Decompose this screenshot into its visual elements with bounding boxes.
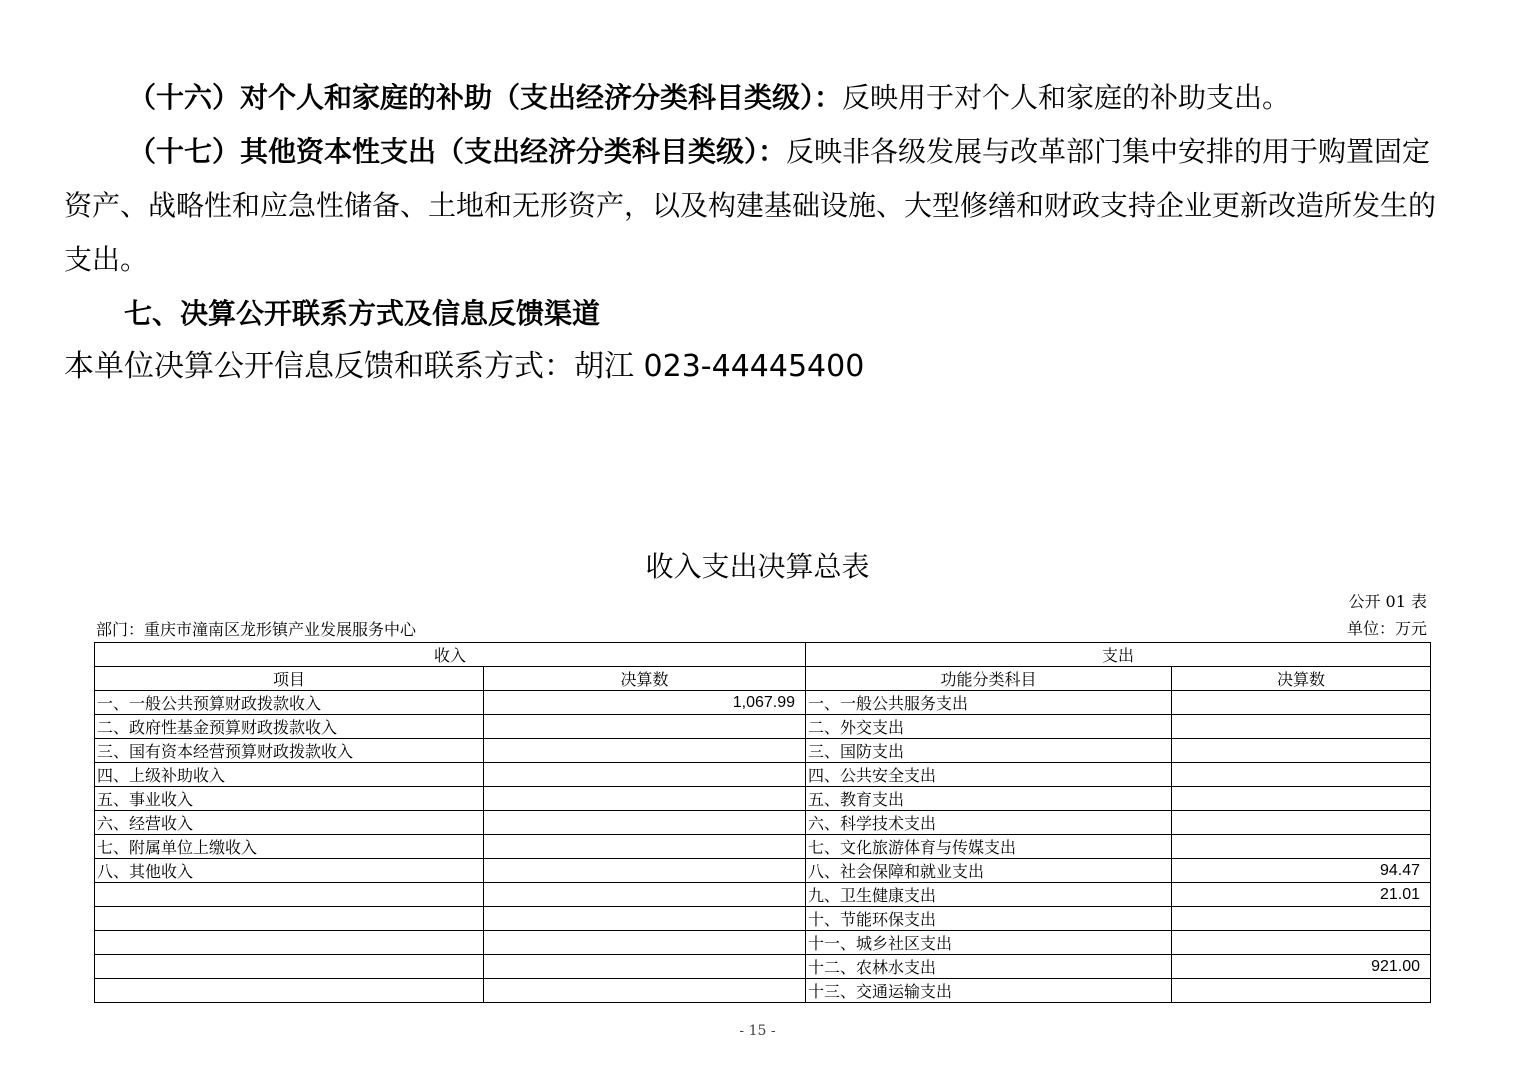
- income-group-header: 收入: [95, 643, 806, 667]
- expense-item: 十、节能环保支出: [806, 907, 1172, 931]
- unit-label: 单位：万元: [1346, 619, 1427, 638]
- form-number: 公开 01 表: [1348, 592, 1427, 611]
- income-amount: [484, 907, 806, 931]
- expense-item: 十三、交通运输支出: [806, 979, 1172, 1003]
- income-item: 六、经营收入: [95, 811, 484, 835]
- col-header-amount: 决算数: [484, 667, 806, 691]
- income-amount: [484, 835, 806, 859]
- expense-item: 四、公共安全支出: [806, 763, 1172, 787]
- expense-amount: [1172, 979, 1431, 1003]
- contact-info: 本单位决算公开信息反馈和联系方式：胡江 023-44445400: [64, 349, 865, 384]
- expense-amount: 21.01: [1172, 883, 1431, 907]
- expense-item: 六、科学技术支出: [806, 811, 1172, 835]
- department-label: 部门：重庆市潼南区龙形镇产业发展服务中心: [96, 620, 417, 639]
- paragraph-16: [64, 71, 1452, 125]
- income-amount: [484, 859, 806, 883]
- table-row: [95, 859, 1431, 883]
- paragraph-17-heading: （十七）其他资本性支出（支出经济分类科目类级）：: [128, 135, 787, 168]
- expense-amount: [1172, 931, 1431, 955]
- table-column-header-row: [95, 667, 1431, 691]
- expense-item: 九、卫生健康支出: [806, 883, 1172, 907]
- table-row: [95, 979, 1431, 1003]
- income-item: [95, 955, 484, 979]
- paragraph-16-heading: （十六）对个人和家庭的补助（支出经济分类科目类级）：: [128, 81, 843, 114]
- expense-amount: 94.47: [1172, 859, 1431, 883]
- income-item: 八、其他收入: [95, 859, 484, 883]
- paragraph-17-body: 反映非各级发展与改革部门集中安排的用于购置固定资产、战略性和应急性储备、土地和无形资产，以及构建基础设施、大型修缮和财政支持企业更新改造所发生的支出。: [64, 135, 1437, 276]
- expense-item: 七、文化旅游体育与传媒支出: [806, 835, 1172, 859]
- expense-item: 八、社会保障和就业支出: [806, 859, 1172, 883]
- col-header-function: 功能分类科目: [806, 667, 1172, 691]
- expense-amount: [1172, 715, 1431, 739]
- expense-amount: [1172, 739, 1431, 763]
- income-amount: [484, 811, 806, 835]
- income-item: 三、国有资本经营预算财政拨款收入: [95, 739, 484, 763]
- income-item: 七、附属单位上缴收入: [95, 835, 484, 859]
- expense-group-header: 支出: [806, 643, 1431, 667]
- page-number: - 15 -: [739, 1023, 776, 1039]
- paragraph-16-body: 反映用于对个人和家庭的补助支出。: [842, 81, 1291, 114]
- expense-amount: [1172, 763, 1431, 787]
- table-row: [95, 787, 1431, 811]
- income-amount: [484, 883, 806, 907]
- income-item: 一、一般公共预算财政拨款收入: [95, 691, 484, 715]
- expense-amount: 921.00: [1172, 955, 1431, 979]
- expense-amount: [1172, 787, 1431, 811]
- expense-item: 一、一般公共服务支出: [806, 691, 1172, 715]
- income-amount: [484, 715, 806, 739]
- income-item: 四、上级补助收入: [95, 763, 484, 787]
- table-row: [95, 739, 1431, 763]
- expense-amount: [1172, 691, 1431, 715]
- table-row: [95, 691, 1431, 715]
- expense-amount: [1172, 811, 1431, 835]
- table-row: [95, 931, 1431, 955]
- income-item: [95, 907, 484, 931]
- income-item: [95, 931, 484, 955]
- expense-item: 十二、农林水支出: [806, 955, 1172, 979]
- income-amount: [484, 979, 806, 1003]
- income-item: [95, 979, 484, 1003]
- income-item: 二、政府性基金预算财政拨款收入: [95, 715, 484, 739]
- table-row: [95, 883, 1431, 907]
- income-amount: [484, 763, 806, 787]
- table-title: 收入支出决算总表: [645, 550, 870, 583]
- expense-item: 五、教育支出: [806, 787, 1172, 811]
- income-expense-summary-table: [94, 642, 1431, 1003]
- table-row: [95, 835, 1431, 859]
- expense-item: 三、国防支出: [806, 739, 1172, 763]
- income-amount: [484, 955, 806, 979]
- income-amount: [484, 787, 806, 811]
- expense-amount: [1172, 907, 1431, 931]
- income-amount: [484, 739, 806, 763]
- table-row: [95, 715, 1431, 739]
- expense-amount: [1172, 835, 1431, 859]
- table-row: [95, 907, 1431, 931]
- table-row: [95, 811, 1431, 835]
- section-7-heading: 七、决算公开联系方式及信息反馈渠道: [124, 297, 601, 330]
- expense-item: 二、外交支出: [806, 715, 1172, 739]
- expense-item: 十一、城乡社区支出: [806, 931, 1172, 955]
- col-header-amount-expense: 决算数: [1172, 667, 1431, 691]
- income-item: [95, 883, 484, 907]
- income-amount: 1,067.99: [484, 691, 806, 715]
- paragraph-17: [64, 125, 1452, 287]
- table-row: [95, 955, 1431, 979]
- income-item: 五、事业收入: [95, 787, 484, 811]
- col-header-item: 项目: [95, 667, 484, 691]
- income-amount: [484, 931, 806, 955]
- table-row: [95, 763, 1431, 787]
- table-group-header-row: [95, 643, 1431, 667]
